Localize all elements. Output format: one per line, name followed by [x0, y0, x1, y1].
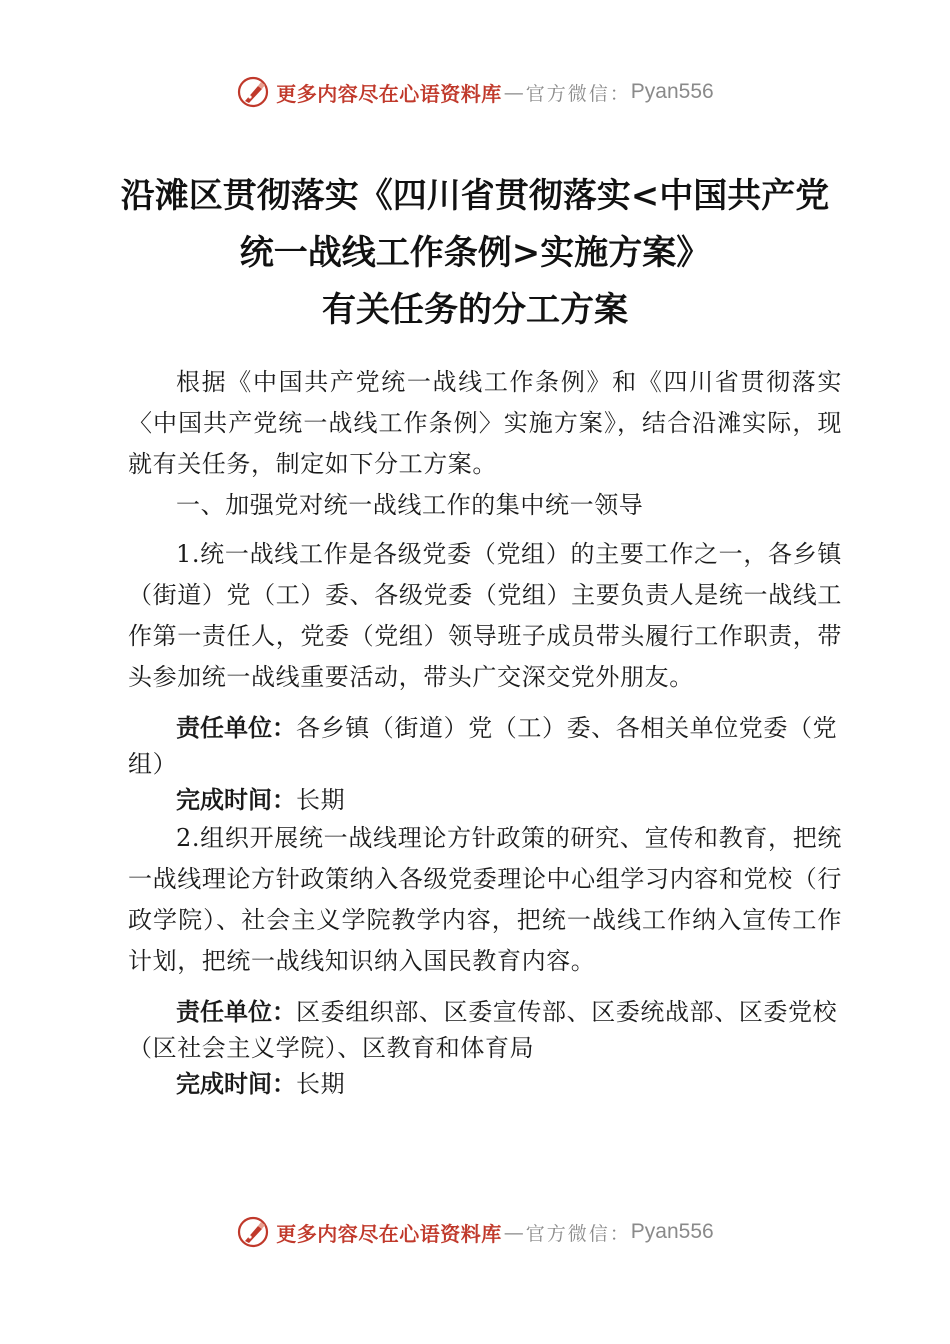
title-line-2: 统一战线工作条例>实施方案》: [239, 233, 711, 273]
section-heading: 一、加强党对统一战线工作的集中统一领导: [176, 491, 644, 519]
task-item-1: 1.统一战线工作是各级党委（党组）的主要工作之一，各乡镇（街道）党（工）委、各级党委（党组）主要负责人是统一战线工作第一责任人，党委（党组）领导班子成员带头履行工作职责，带头参加统一战线重要活动，带头广交深交党外朋友。: [128, 540, 842, 691]
deadline-value: 长期: [296, 786, 346, 814]
responsible-label: 责任单位：: [176, 714, 296, 742]
deadline-1: [128, 782, 842, 818]
title-line-1: 沿滩区贯彻落实《四川省贯彻落实<中国共产党: [120, 176, 830, 216]
responsible-label: 责任单位：: [176, 998, 296, 1026]
banner-separator: —: [503, 1220, 524, 1244]
deadline-label: 完成时间：: [176, 1070, 296, 1098]
banner-wechat-id: Pyan556: [630, 1220, 714, 1243]
intro-paragraph: 根据《中国共产党统一战线工作条例》和《四川省贯彻落实〈中国共产党统一战线工作条例〉实施方案》，结合沿滩实际，现就有关任务，制定如下分工方案。: [128, 368, 842, 478]
pen-nib-logo-icon: [236, 1215, 270, 1249]
banner-wechat-label: 官方微信：: [525, 82, 631, 105]
document-title: [60, 168, 890, 339]
banner-text: 更多内容尽在心语资料库: [276, 1221, 502, 1246]
task-item-2: 2.组织开展统一战线理论方针政策的研究、宣传和教育，把统一战线理论方针政策纳入各级党委理论中心组学习内容和党校（行政学院）、社会主义学院教学内容，把统一战线工作纳入宣传工作计划，把统一战线知识纳入国民教育内容。: [128, 824, 842, 975]
document-body: [128, 362, 842, 1102]
banner-wechat-id: Pyan556: [630, 80, 714, 103]
banner-separator: —: [503, 80, 524, 104]
title-line-3: 有关任务的分工方案: [322, 290, 628, 330]
deadline-2: [128, 1066, 842, 1102]
pen-nib-logo-icon: [236, 75, 270, 109]
responsible-value: 各乡镇（街道）党（工）委、各相关单位党委（党组）: [128, 714, 838, 778]
responsible-unit-2: [128, 994, 842, 1066]
deadline-label: 完成时间：: [176, 786, 296, 814]
deadline-value: 长期: [296, 1070, 346, 1098]
responsible-unit-1: [128, 710, 842, 782]
header-banner: [0, 70, 950, 114]
responsible-value: 区委组织部、区委宣传部、区委统战部、区委党校（区社会主义学院）、区教育和体育局: [128, 998, 838, 1062]
footer-banner: [0, 1210, 950, 1254]
banner-text: 更多内容尽在心语资料库: [276, 81, 502, 106]
banner-wechat-label: 官方微信：: [525, 1222, 631, 1245]
